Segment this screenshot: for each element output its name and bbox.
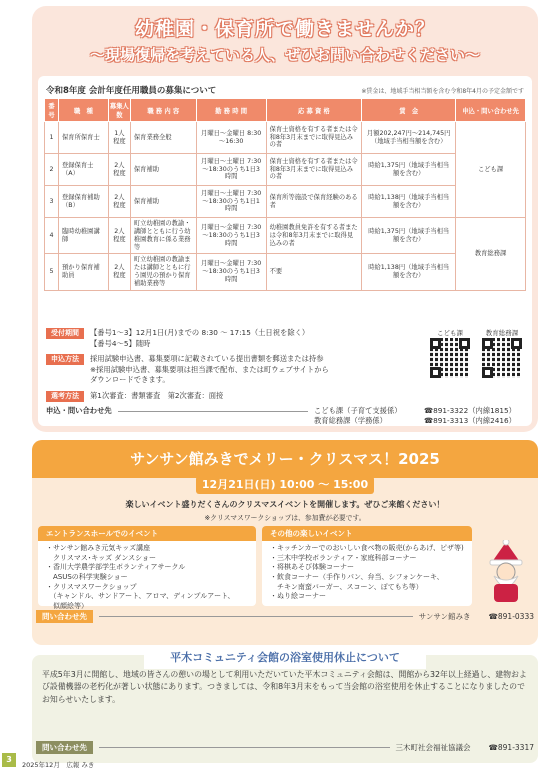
qr-code-kodomo[interactable] [430,338,470,378]
recruitment-box [38,76,532,426]
period-text-1: 【番号1～3】12月1日(月)までの 8:30 ～ 17:15（土日祝を除く） [90,328,310,337]
qr-finder [511,338,522,349]
cell-count: 1人程度 [108,122,130,154]
cell-contact-kodomo: こども課 [456,122,526,218]
period-tag: 受付期間 [46,328,84,339]
santa-illustration [480,540,532,604]
recruitment-section [32,6,538,432]
other-events-list [262,541,472,605]
recruitment-title: 幼稚園・保育所で働きませんか？ [134,18,435,40]
entrance-events-list [38,541,256,615]
christmas-inquiry [36,608,534,624]
list-item: クリスマス･キッズ ダンスショー [46,553,157,562]
cell-duty: 保育業務全般 [130,122,196,154]
apply-tag: 申込方法 [46,354,84,365]
cell-wage: 月額202,247円～214,745円（地域手当相当額を含む） [362,122,456,154]
recruitment-inquiry [46,406,524,426]
select-text: 第1次審査：書類審査 第2次審査：面接 [90,391,224,400]
list-item: ・サンサン館みき元気キッズ講座 [46,544,151,552]
header-qual: 応 募 資 格 [266,99,362,122]
list-item: ・キッチンカーでのおいしい食べ物の販売(からあげ、ピザ等) [270,544,464,552]
cell-duty: 保育補助 [130,186,196,218]
select-tag: 選考方法 [46,391,84,402]
qr-finder [482,367,493,378]
apply-text-3: ダウンロードできます。 [90,374,170,384]
cell-wage: 時給1,138円（地域手当相当額を含む） [362,186,456,218]
list-item: 似顔絵等） [46,601,88,610]
header-hours: 勤 務 時 間 [196,99,266,122]
cell-hours: 月曜日～金曜日 7:30～18:30のうち1日3時間 [196,218,266,254]
cell-contact-kyoiku: 教育総務課 [456,218,526,291]
christmas-intro: 楽しいイベント盛りだくさんのクリスマスイベントを開催します。ぜひご来館ください！ [125,500,445,509]
list-item: ・飲食コーナー（手作りパン、弁当、シフォンケーキ、 [270,572,444,581]
cell-count: 2人程度 [108,154,130,186]
qr-code-kyoiku[interactable] [482,338,522,378]
table-row [45,218,526,254]
table-row [45,122,526,154]
bath-notice-inquiry [36,740,534,754]
cell-duty: 保育補助 [130,154,196,186]
inquiry-name-2: 教育総務課（学務係） [314,416,387,425]
header-count: 募集人数 [108,99,130,122]
header-job: 職 種 [58,99,108,122]
christmas-note: ※クリスマスワークショップは、参加費が必要です。 [204,514,366,522]
table-title: 令和8年度 会計年度任用職員の募集について [46,86,217,96]
cell-hours: 月曜日～金曜日 8:30～16:30 [196,122,266,154]
apply-block [46,354,329,384]
cell-hours: 月曜日～土曜日 7:30～18:30のうち1日3時間 [196,154,266,186]
cell-no: 5 [45,254,59,290]
christmas-title: サンサン館みきでメリー・クリスマス！2025 [130,450,440,468]
cell-job: 保育所保育士 [58,122,108,154]
cell-job: 登録保育士（A） [58,154,108,186]
inquiry-tel: ☎891-3317 [488,742,534,752]
inquiry-tel: ☎891-0333 [488,611,534,621]
qr-finder [482,338,493,349]
inquiry-name-1: こども課（子育て支援係） [314,406,402,415]
cell-count: 2人程度 [108,186,130,218]
cell-duty: 町立幼稚園の教諭・講師とともに行う幼稚園教育に係る業務等 [130,218,196,254]
christmas-section [32,440,538,645]
cell-qual: 不要 [266,254,362,290]
recruitment-table [44,98,526,291]
qr-finder [459,338,470,349]
list-item: ASUSの科学実験ショー [46,572,128,581]
table-note: ※賃金は、地域手当相当額を含む令和8年4月の予定金額です [361,88,524,95]
entrance-events-head: エントランスホールでのイベント [38,526,256,541]
header-wage: 賃 金 [362,99,456,122]
cell-qual: 幼稚園教員免許を有する者または令和8年3月末までに取得見込みの者 [266,218,362,254]
cell-job: 臨時幼稚園講師 [58,218,108,254]
list-item: ・クリスマスワークショップ [46,582,137,591]
inquiry-label: 問い合わせ先 [36,610,93,623]
apply-text-2: ※採用試験申込書、募集要項は担当課で配布、または町ウェブサイトから [90,365,329,375]
other-events-head: その他の楽しいイベント [262,526,472,541]
qr-finder [430,367,441,378]
header-no: 番号 [45,99,59,122]
inquiry-name: 三木町社会福祉協議会 [395,742,471,752]
table-row [45,254,526,290]
cell-duty: 町立幼稚園の教諭または講師とともに行う園児の預かり保育補助業務等 [130,254,196,290]
qr-label-kodomo: こども課 [437,329,463,337]
cell-no: 3 [45,186,59,218]
inquiry-divider [99,747,390,748]
cell-job: 預かり保育補助員 [58,254,108,290]
inquiry-tel-2: ☎891-3313（内線2416） [424,416,516,425]
cell-qual: 保育士資格を有する者または令和8年3月末までに取得見込みの者 [266,154,362,186]
cell-no: 4 [45,218,59,254]
cell-no: 2 [45,154,59,186]
period-block [46,328,309,349]
cell-wage: 時給1,375円（地域手当相当額を含む） [362,218,456,254]
cell-wage: 時給1,138円（地域手当相当額を含む） [362,254,456,290]
cell-hours: 月曜日～金曜日 7:30～18:30のうち1日3時間 [196,254,266,290]
qr-label-kyoiku: 教育総務課 [485,329,519,337]
cell-count: 2人程度 [108,254,130,290]
inquiry-label: 申込・問い合わせ先 [46,406,112,415]
list-item: ・三木中学校ボランティア・家庭科部コーナー [270,553,417,562]
cell-hours: 月曜日～土曜日 7:30～18:30のうち1日1時間 [196,186,266,218]
cell-wage: 時給1,375円（地域手当相当額を含む） [362,154,456,186]
list-item: ・ぬり絵コーナー [270,592,326,601]
other-events-box [262,526,472,606]
list-item: ・将棋あそび体験コーナー [270,563,354,572]
inquiry-tel-1: ☎891-3322（内線1815） [424,406,516,415]
page-number: 3 [2,753,16,767]
christmas-date: 12月21日(日) 10:00 ～ 15:00 [196,476,374,494]
list-item: （キャンドル、サンドアート、アロマ、ディンプルアート、 [46,592,235,601]
list-item: チキン南蛮バーガー、スコーン、ぽてもち等） [270,582,423,591]
qr-finder [430,338,441,349]
footer-text: 2025年12月 広報 みき [22,761,95,769]
period-text-2: 【番号4～5】随時 [90,339,151,349]
inquiry-divider [99,616,413,617]
inquiry-name: サンサン館みき [418,611,471,621]
cell-job: 登録保育補助（B） [58,186,108,218]
bath-notice-title: 平木コミュニティ会館の浴室使用休止について [170,651,400,664]
list-item: ・香川大学農学部学生ボランティアサークル [46,563,186,572]
apply-text-1: 採用試験申込書、募集要項に記載されている提出書類を郵送または持参 [90,354,324,363]
table-header-row [45,99,526,122]
cell-qual: 保育士資格を有する者または令和8年3月末までに取得見込みの者 [266,122,362,154]
entrance-events-box [38,526,256,610]
header-duty: 職 務 内 容 [130,99,196,122]
header-contact: 申込・問い合わせ先 [456,99,526,122]
cell-count: 2人程度 [108,218,130,254]
select-block [46,391,223,402]
cell-qual: 保育所等施設で保育経験のある者 [266,186,362,218]
table-row [45,154,526,186]
recruitment-subtitle: ～現場復帰を考えている人、ぜひお問い合わせください～ [89,46,480,64]
bath-notice-body: 平成5年3月に開館し、地域の皆さんの憩いの場として利用いただいていた平木コミュニティ会館は、開館から32年以上経過し、建物および設備機器の老朽化が著しい状態にあります。つきましては、令和8年3月末をもって当会館の浴室使用を休止することになりましたのでお知らせいたします。 [42,670,527,704]
inquiry-divider [118,411,308,412]
inquiry-label: 問い合わせ先 [36,741,93,754]
bath-notice-section [32,651,538,763]
cell-no: 1 [45,122,59,154]
table-row [45,186,526,218]
